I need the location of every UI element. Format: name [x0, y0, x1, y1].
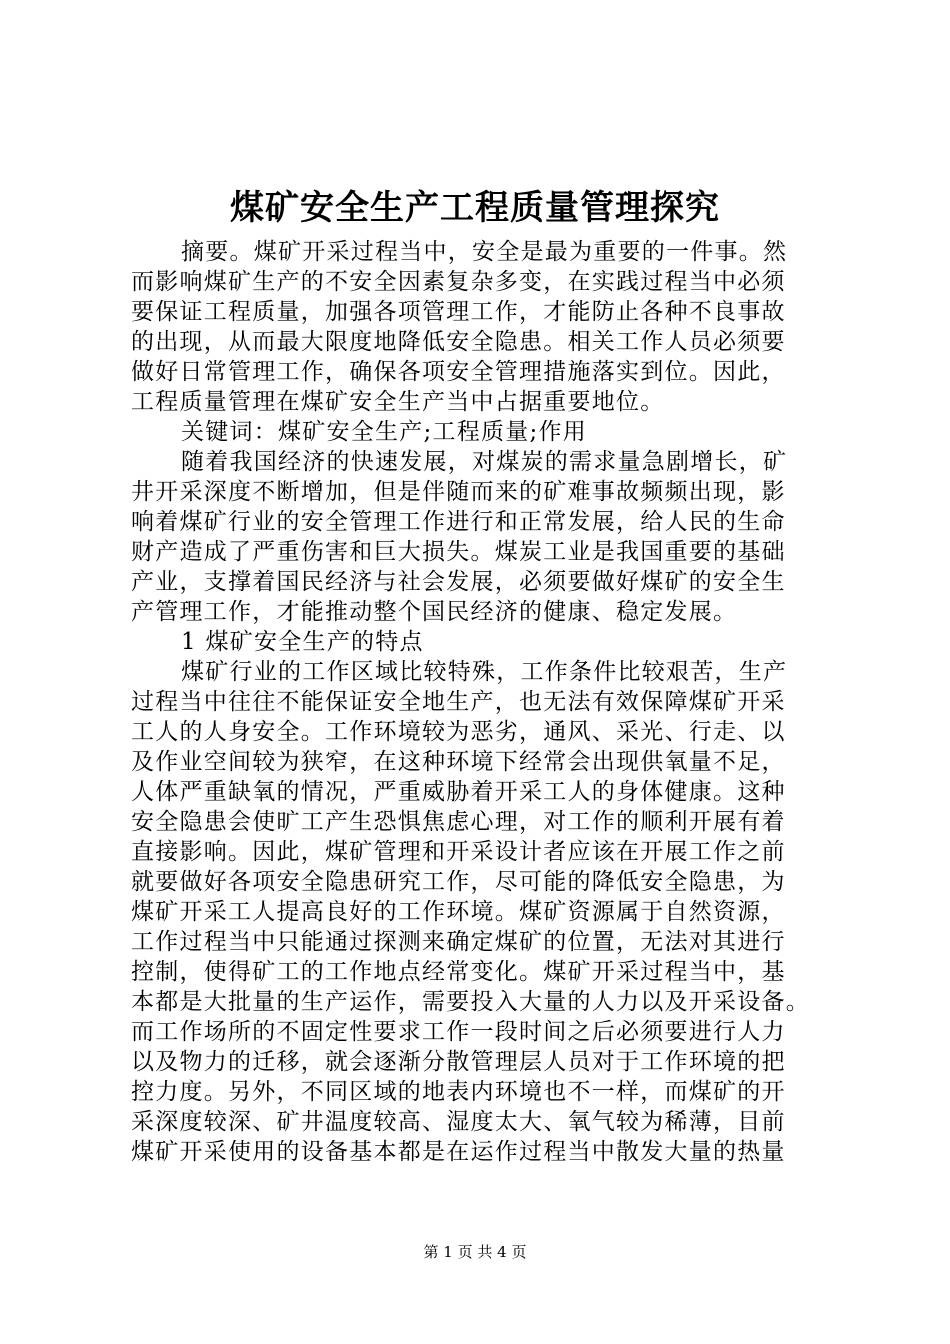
body-line: 1 煤矿安全生产的特点 — [181, 629, 424, 655]
body-line: 响着煤矿行业的安全管理工作进行和正常发展，给人民的生命 — [131, 509, 786, 535]
body-line: 井开采深度不断增加，但是伴随而来的矿难事故频频出现，影 — [131, 479, 786, 505]
body-line: 控力度。另外，不同区域的地表内环境也不一样，而煤矿的开 — [131, 1079, 786, 1105]
body-line: 以及物力的迁移，就会逐渐分散管理层人员对于工作环境的把 — [131, 1049, 786, 1075]
body-line: 煤矿行业的工作区域比较特殊，工作条件比较艰苦，生产 — [181, 659, 788, 685]
body-line: 产业，支撑着国民经济与社会发展，必须要做好煤矿的安全生 — [131, 569, 786, 595]
body-line: 摘要。煤矿开采过程当中，安全是最为重要的一件事。然 — [181, 239, 788, 265]
body-line: 就要做好各项安全隐患研究工作，尽可能的降低安全隐患，为 — [131, 869, 786, 895]
body-line: 随着我国经济的快速发展，对煤炭的需求量急剧增长，矿 — [181, 449, 788, 475]
body-line: 工人的人身安全。工作环境较为恶劣，通风、采光、行走、以 — [131, 719, 786, 745]
body-line: 安全隐患会使旷工产生恐惧焦虑心理，对工作的顺利开展有着 — [131, 809, 786, 835]
body-line: 直接影响。因此，煤矿管理和开采设计者应该在开展工作之前 — [131, 839, 786, 865]
body-line: 产管理工作，才能推动整个国民经济的健康、稳定发展。 — [131, 599, 738, 625]
body-line: 做好日常管理工作，确保各项安全管理措施落实到位。因此， — [131, 359, 786, 385]
body-line: 要保证工程质量，加强各项管理工作，才能防止各种不良事故 — [131, 299, 786, 325]
document-body — [131, 237, 843, 1167]
page-indicator: 第 1 页 共 4 页 — [423, 1243, 527, 1261]
body-line: 而工作场所的不固定性要求工作一段时间之后必须要进行人力 — [131, 1019, 786, 1045]
body-line: 的出现，从而最大限度地降低安全隐患。相关工作人员必须要 — [131, 329, 786, 355]
body-line: 财产造成了严重伤害和巨大损失。煤炭工业是我国重要的基础 — [131, 539, 786, 565]
body-line: 工作过程当中只能通过探测来确定煤矿的位置，无法对其进行 — [131, 929, 786, 955]
body-line: 控制，使得矿工的工作地点经常变化。煤矿开采过程当中，基 — [131, 959, 786, 985]
body-line: 煤矿开采使用的设备基本都是在运作过程当中散发大量的热量 — [131, 1139, 786, 1165]
body-line: 本都是大批量的生产运作，需要投入大量的人力以及开采设备。 — [131, 989, 810, 1015]
body-line: 过程当中往往不能保证安全地生产，也无法有效保障煤矿开采 — [131, 689, 786, 715]
body-line: 人体严重缺氧的情况，严重威胁着开采工人的身体健康。这种 — [131, 779, 786, 805]
document-title: 煤矿安全生产工程质量管理探究 — [230, 188, 720, 228]
body-line: 而影响煤矿生产的不安全因素复杂多变，在实践过程当中必须 — [131, 269, 786, 295]
body-line: 及作业空间较为狭窄，在这种环境下经常会出现供氧量不足， — [131, 749, 786, 775]
body-line: 煤矿开采工人提高良好的工作环境。煤矿资源属于自然资源， — [131, 899, 786, 925]
body-line: 采深度较深、矿井温度较高、湿度太大、氧气较为稀薄，目前 — [131, 1109, 786, 1135]
body-line: 工程质量管理在煤矿安全生产当中占据重要地位。 — [131, 389, 665, 415]
body-line: 关键词：煤矿安全生产;工程质量;作用 — [181, 419, 587, 445]
